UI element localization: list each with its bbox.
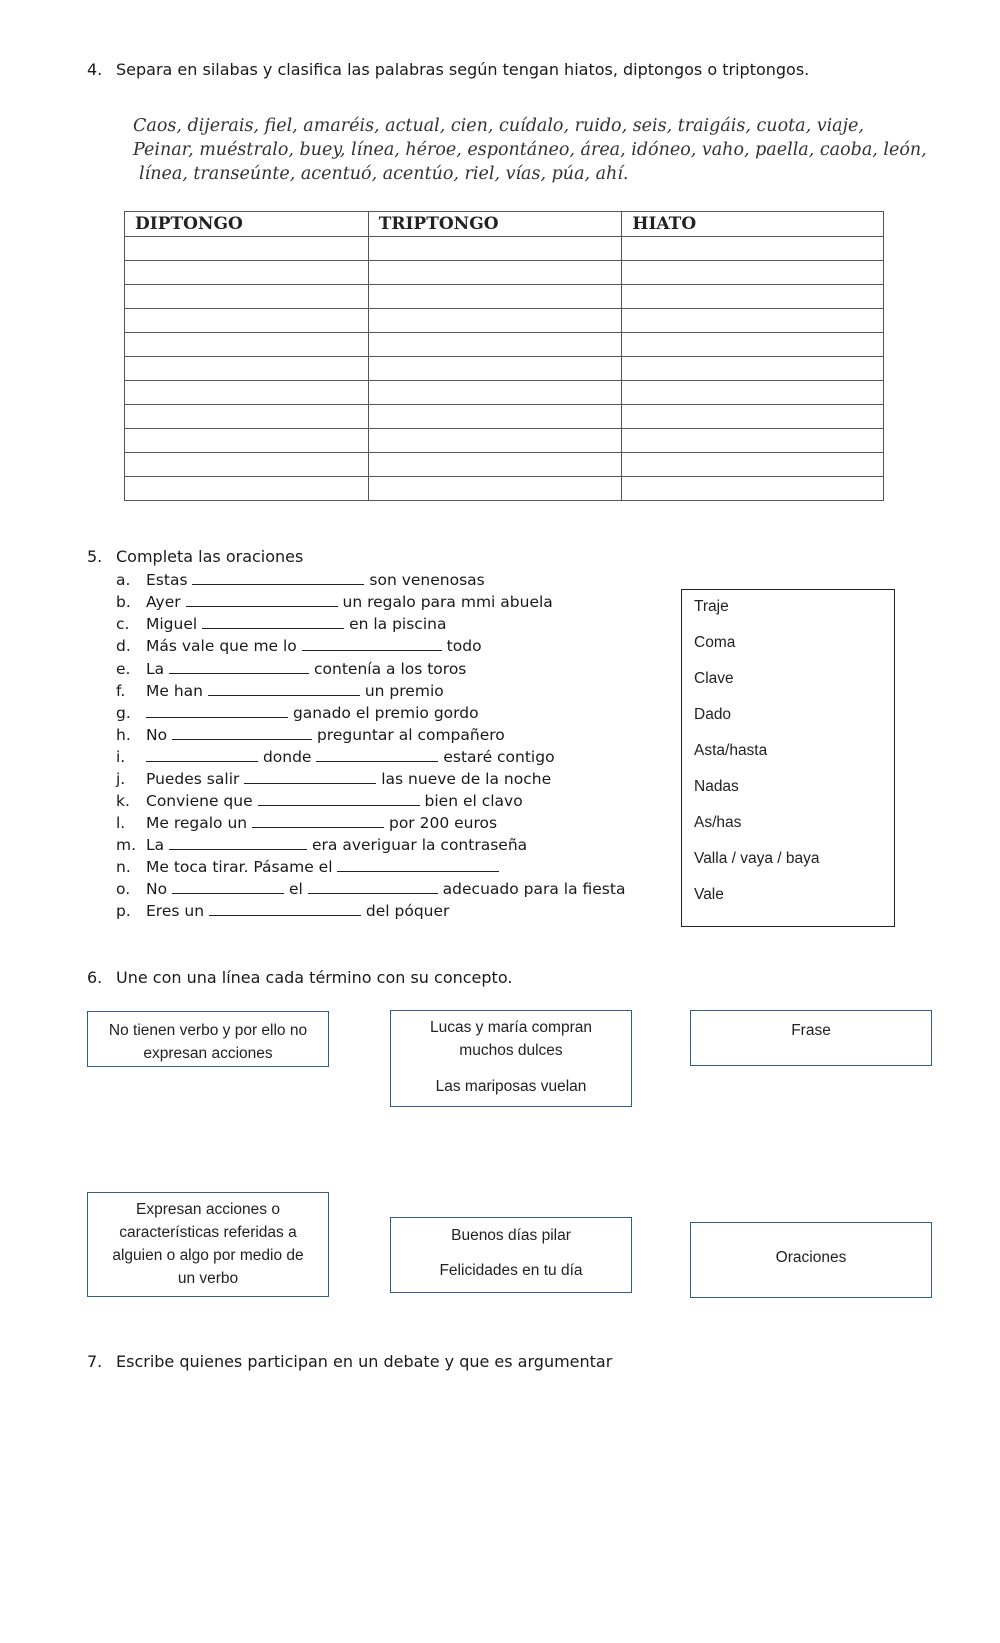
sentence-c: c. Miguel en la piscina: [116, 615, 447, 633]
sentence-e: e. La contenía a los toros: [116, 660, 467, 678]
sentence-a: a. Estas son venenosas: [116, 571, 485, 589]
concept-box-no-verb[interactable]: No tienen verbo y por ello no expresan acciones: [87, 1011, 329, 1067]
word-bank-item: Valla / vaya / baya: [694, 850, 820, 867]
sentence-k: k. Conviene que bien el clavo: [116, 792, 523, 810]
blank[interactable]: [337, 857, 499, 872]
blank[interactable]: [244, 769, 376, 784]
example-box-sentences[interactable]: Lucas y maría compran muchos dulces Las mariposas vuelan: [390, 1010, 632, 1107]
question-6-prompt: Une con una línea cada término con su concepto.: [116, 968, 513, 987]
blank[interactable]: [146, 703, 288, 718]
word-list: [133, 114, 927, 186]
blank[interactable]: [308, 879, 438, 894]
table-row: [125, 477, 884, 501]
sentence-l: l. Me regalo un por 200 euros: [116, 814, 498, 832]
table-row: [125, 261, 884, 285]
question-4-number: 4.: [87, 60, 103, 79]
question-7-prompt: Escribe quienes participan en un debate y que es argumentar: [116, 1352, 613, 1371]
word-bank: [681, 589, 895, 927]
question-5-prompt: Completa las oraciones: [116, 547, 304, 566]
example-box-phrases[interactable]: Buenos días pilar Felicidades en tu día: [390, 1217, 632, 1293]
question-5-number: 5.: [87, 547, 103, 566]
blank[interactable]: [192, 570, 364, 585]
blank[interactable]: [252, 813, 384, 828]
sentence-f: f. Me han un premio: [116, 682, 444, 700]
word-bank-item: Vale: [694, 886, 724, 903]
word-bank-item: Clave: [694, 670, 734, 687]
sentence-m: m. La era averiguar la contraseña: [116, 836, 528, 854]
sentence-p: p. Eres un del póquer: [116, 902, 450, 920]
table-row: [125, 309, 884, 333]
table-row: [125, 285, 884, 309]
word-bank-item: As/has: [694, 814, 742, 831]
sentence-o: o. No el adecuado para la fiesta: [116, 880, 626, 898]
blank[interactable]: [169, 659, 309, 674]
blank[interactable]: [172, 879, 284, 894]
term-box-frase[interactable]: Frase: [690, 1010, 932, 1066]
question-4-prompt: Separa en silabas y clasifica las palabras según tengan hiatos, diptongos o triptongos.: [116, 60, 810, 79]
sentence-i: i. donde estaré contigo: [116, 748, 555, 766]
table-row: [125, 453, 884, 477]
header-hiato: HIATO: [622, 212, 884, 237]
table-row: [125, 381, 884, 405]
table-row: [125, 429, 884, 453]
question-6-number: 6.: [87, 968, 103, 987]
table-row: [125, 237, 884, 261]
classification-table: [124, 211, 884, 501]
table-row: [125, 405, 884, 429]
blank[interactable]: [146, 747, 258, 762]
word-bank-item: Dado: [694, 706, 732, 723]
header-triptongo: TRIPTONGO: [368, 212, 622, 237]
blank[interactable]: [258, 791, 420, 806]
word-bank-item: Nadas: [694, 778, 739, 795]
blank[interactable]: [209, 901, 361, 916]
question-7-number: 7.: [87, 1352, 103, 1371]
sentence-b: b. Ayer un regalo para mmi abuela: [116, 593, 553, 611]
blank[interactable]: [186, 592, 338, 607]
word-list-line: Peinar, muéstralo, buey, línea, héroe, espontáneo, área, idóneo, vaho, paella, caoba, león,: [133, 140, 927, 160]
term-box-oraciones[interactable]: Oraciones: [690, 1222, 932, 1298]
sentence-d: d. Más vale que me lo todo: [116, 637, 482, 655]
word-list-line: Caos, dijerais, fiel, amaréis, actual, cien, cuídalo, ruido, seis, traigáis, cuota, viaje,: [133, 116, 864, 136]
blank[interactable]: [316, 747, 438, 762]
sentence-n: n. Me toca tirar. Pásame el: [116, 857, 499, 876]
blank[interactable]: [169, 835, 307, 850]
word-bank-item: Coma: [694, 634, 736, 651]
sentence-j: j. Puedes salir las nueve de la noche: [116, 770, 552, 788]
blank[interactable]: [202, 614, 344, 629]
blank[interactable]: [302, 636, 442, 651]
table-row: [125, 357, 884, 381]
concept-box-with-verb[interactable]: Expresan acciones o características referidas a alguien o algo por medio de un verbo: [87, 1192, 329, 1297]
blank[interactable]: [208, 681, 360, 696]
table-row: [125, 333, 884, 357]
sentence-g: g. ganado el premio gordo: [116, 704, 479, 722]
word-list-line: línea, transeúnte, acentuó, acentúo, riel, vías, púa, ahí.: [139, 164, 629, 184]
header-diptongo: DIPTONGO: [125, 212, 369, 237]
sentence-h: h. No preguntar al compañero: [116, 726, 505, 744]
word-bank-item: Traje: [694, 598, 729, 615]
word-bank-item: Asta/hasta: [694, 742, 768, 759]
blank[interactable]: [172, 725, 312, 740]
